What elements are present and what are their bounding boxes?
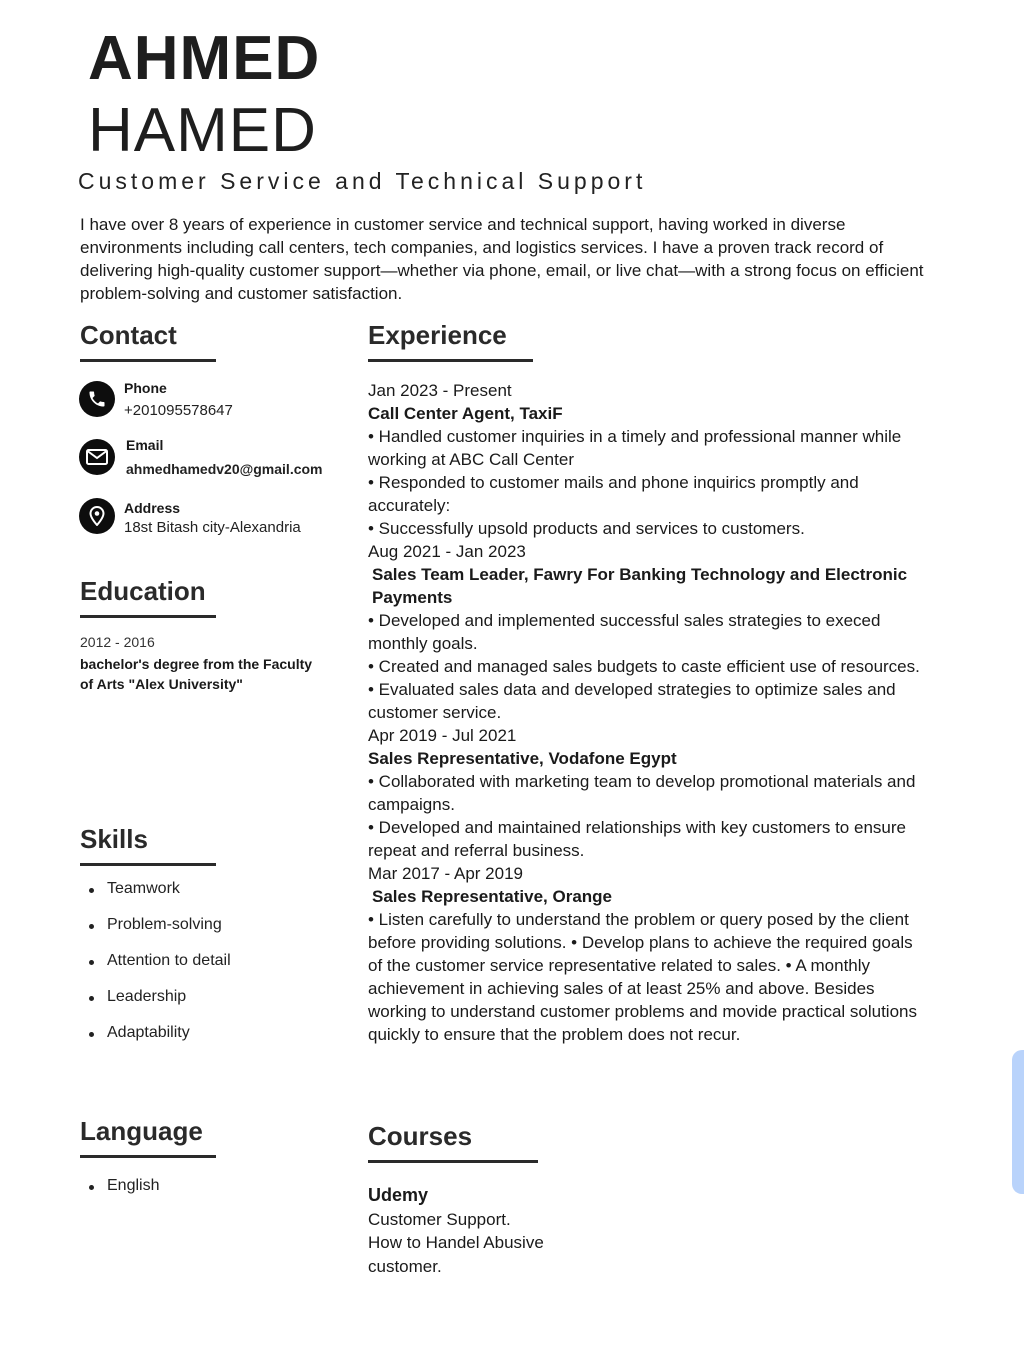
job-dates: Mar 2017 - Apr 2019 bbox=[368, 864, 523, 883]
list-item: Teamwork bbox=[80, 880, 231, 916]
envelope-icon bbox=[79, 439, 115, 475]
profile-summary: I have over 8 years of experience in customer service and technical support, having worked in diverse environments including call centers, tech companies, and logistics services. I have a proven track record of delivering high-quality customer support—whether via phone, email, or live chat—with a strong focus on efficient problem-solving and customer satisfaction. bbox=[80, 215, 924, 303]
email-label: Email bbox=[126, 437, 164, 453]
job-role: Sales Representative, Orange bbox=[372, 887, 613, 906]
first-name: AHMED bbox=[88, 24, 321, 93]
list-item: Leadership bbox=[80, 988, 231, 1024]
course-item: Customer Support. bbox=[368, 1209, 511, 1229]
skills-heading: Skills bbox=[80, 824, 216, 866]
skills-list bbox=[80, 880, 231, 1060]
courses-list bbox=[368, 1184, 668, 1278]
list-item: Problem-solving bbox=[80, 916, 231, 952]
job-bullet: • Handled customer inquiries in a timely and professional manner while working at ABC Call Center bbox=[368, 427, 902, 469]
course-item: How to Handel Abusive customer. bbox=[368, 1233, 544, 1276]
education-degree: bachelor's degree from the Faculty of Arts "Alex University" bbox=[80, 656, 313, 692]
experience-heading: Experience bbox=[368, 320, 533, 362]
course-provider: Udemy bbox=[368, 1185, 429, 1205]
phone-label: Phone bbox=[124, 380, 167, 396]
education-years: 2012 - 2016 bbox=[80, 634, 155, 650]
job-bullet: • Successfully upsold products and services to customers. bbox=[368, 519, 805, 538]
address-value: 18st Bitash city-Alexandria bbox=[124, 519, 301, 536]
language-heading: Language bbox=[80, 1116, 216, 1158]
job-dates: Apr 2019 - Jul 2021 bbox=[368, 726, 517, 745]
job-bullet: • Developed and maintained relationships with key customers to ensure repeat and referral business. bbox=[368, 818, 906, 860]
phone-value[interactable]: +201095578647 bbox=[124, 402, 233, 419]
email-value[interactable]: ahmedhamedv20@gmail.com bbox=[126, 461, 323, 477]
location-pin-icon bbox=[79, 498, 115, 534]
job-title: Customer Service and Technical Support bbox=[78, 168, 647, 194]
address-label: Address bbox=[124, 500, 181, 516]
job-role: Call Center Agent, TaxiF bbox=[368, 404, 563, 423]
education-heading: Education bbox=[80, 576, 216, 618]
job-bullet: • Developed and implemented successful sales strategies to execed monthly goals. bbox=[368, 611, 881, 653]
job-dates: Aug 2021 - Jan 2023 bbox=[368, 542, 526, 561]
list-item: Attention to detail bbox=[80, 952, 231, 988]
list-item: Adaptability bbox=[80, 1024, 231, 1060]
courses-heading: Courses bbox=[368, 1121, 538, 1163]
job-role: Sales Team Leader, Fawry For Banking Technology and Electronic Payments bbox=[372, 565, 908, 607]
last-name: HAMED bbox=[88, 96, 317, 165]
job-dates: Jan 2023 - Present bbox=[368, 381, 512, 400]
job-bullet: • Created and managed sales budgets to caste efficient use of resources. bbox=[368, 657, 920, 676]
job-role: Sales Representative, Vodafone Egypt bbox=[368, 749, 677, 768]
list-item: English bbox=[80, 1177, 159, 1195]
contact-heading: Contact bbox=[80, 320, 216, 362]
phone-icon bbox=[79, 381, 115, 417]
job-bullet: • Collaborated with marketing team to develop promotional materials and campaigns. bbox=[368, 772, 916, 814]
language-list bbox=[80, 1177, 159, 1195]
job-bullet: • Responded to customer mails and phone inquirics promptly and accurately: bbox=[368, 473, 859, 515]
experience-list bbox=[368, 379, 928, 1046]
job-bullet: • Evaluated sales data and developed strategies to optimize sales and customer service. bbox=[368, 680, 896, 722]
job-bullet: • Listen carefully to understand the problem or query posed by the client before providing solutions. • Develop plans to achieve the required goals of the customer service representative related to sales. • A monthly achievement in achieving sales of at least 25% and above. Besides working to understand customer problems and movide practical solutions quickly to ensure that the problem does not recur. bbox=[368, 910, 917, 1044]
side-drawer-handle[interactable] bbox=[1012, 1050, 1024, 1194]
